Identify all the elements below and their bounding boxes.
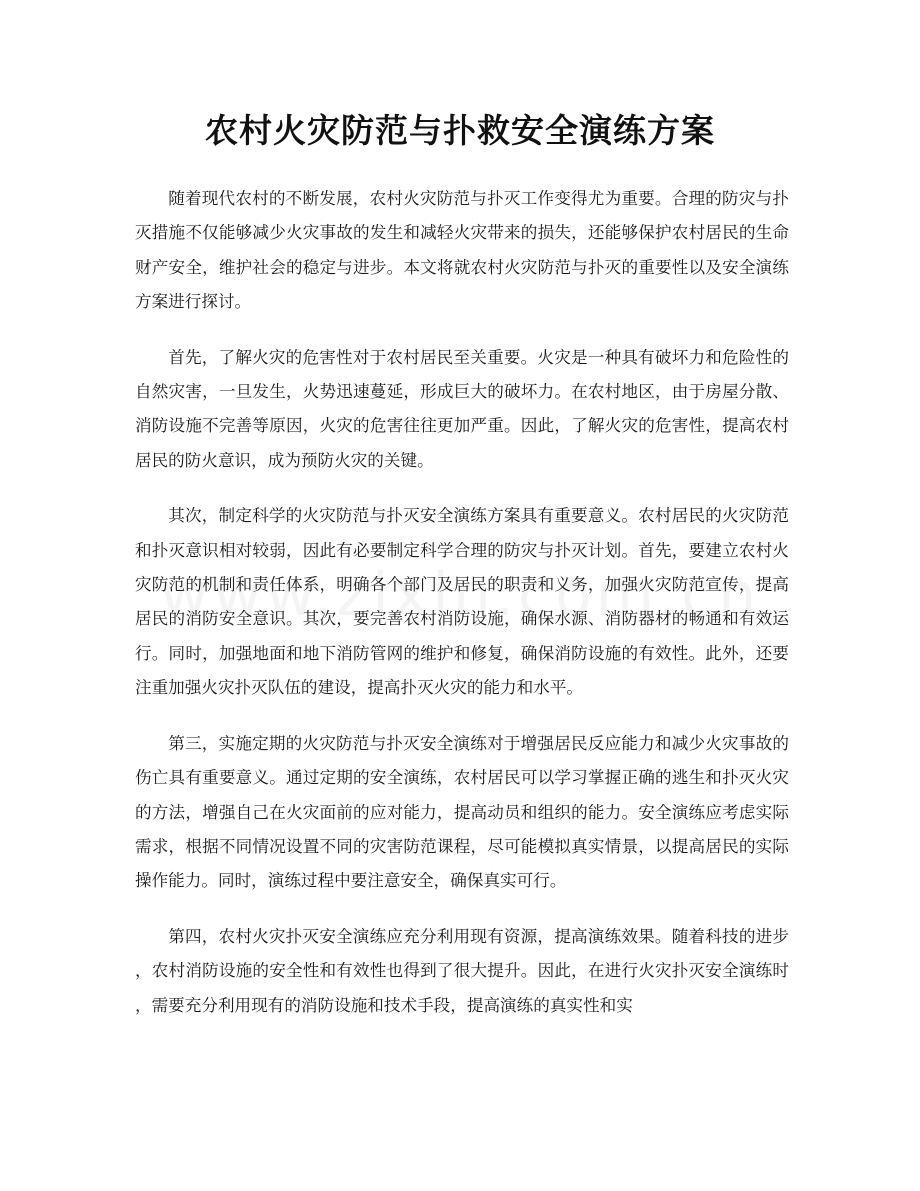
paragraph-first: 首先，了解火灾的危害性对于农村居民至关重要。火灾是一种具有破坏力和危险性的自然灾害，一旦发生，火势迅速蔓延，形成巨大的破坏力。在农村地区，由于房屋分散、消防设施不完善等原因，火灾的危害往往更加严重。因此，了解火灾的危害性，提高农村居民的防火意识，成为预防火灾的关键。 bbox=[135, 347, 789, 470]
paragraph-intro: 随着现代农村的不断发展，农村火灾防范与扑灭工作变得尤为重要。合理的防灾与扑灭措施不仅能够减少火灾事故的发生和减轻火灾带来的损失，还能够保护农村居民的生命财产安全，维护社会的稳定与进步。本文将就农村火灾防范与扑灭的重要性以及安全演练方案进行探讨。 bbox=[135, 189, 789, 312]
paragraph-third: 第三，实施定期的火灾防范与扑灭安全演练对于增强居民反应能力和减少火灾事故的伤亡具有重要意义。通过定期的安全演练，农村居民可以学习掌握正确的逃生和扑灭火灾的方法，增强自己在火灾面前的应对能力，提高动员和组织的能力。安全演练应考虑实际需求，根据不同情况设置不同的灾害防范课程，尽可能模拟真实情景，以提高居民的实际操作能力。同时，演练过程中要注意安全，确保真实可行。 bbox=[135, 733, 789, 891]
document-body bbox=[135, 182, 789, 1044]
paragraph-second: 其次，制定科学的火灾防范与扑灭安全演练方案具有重要意义。农村居民的火灾防范和扑灭意识相对较弱，因此有必要制定科学合理的防灾与扑灭计划。首先，要建立农村火灾防范的机制和责任体系，明确各个部门及居民的职责和义务，加强火灾防范宣传，提高居民的消防安全意识。其次，要完善农村消防设施，确保水源、消防器材的畅通和有效运行。同时，加强地面和地下消防管网的维护和修复，确保消防设施的有效性。此外，还要注重加强火灾扑灭队伍的建设，提高扑灭火灾的能力和水平。 bbox=[135, 506, 789, 698]
paragraph-fourth: 第四，农村火灾扑灭安全演练应充分利用现有资源，提高演练效果。随着科技的进步，农村消防设施的安全性和有效性也得到了很大提升。因此，在进行火灾扑灭安全演练时，需要充分利用现有的消防设施和技术手段，提高演练的真实性和实 bbox=[135, 926, 789, 1015]
document-title: 农村火灾防范与扑救安全演练方案 bbox=[205, 111, 715, 150]
